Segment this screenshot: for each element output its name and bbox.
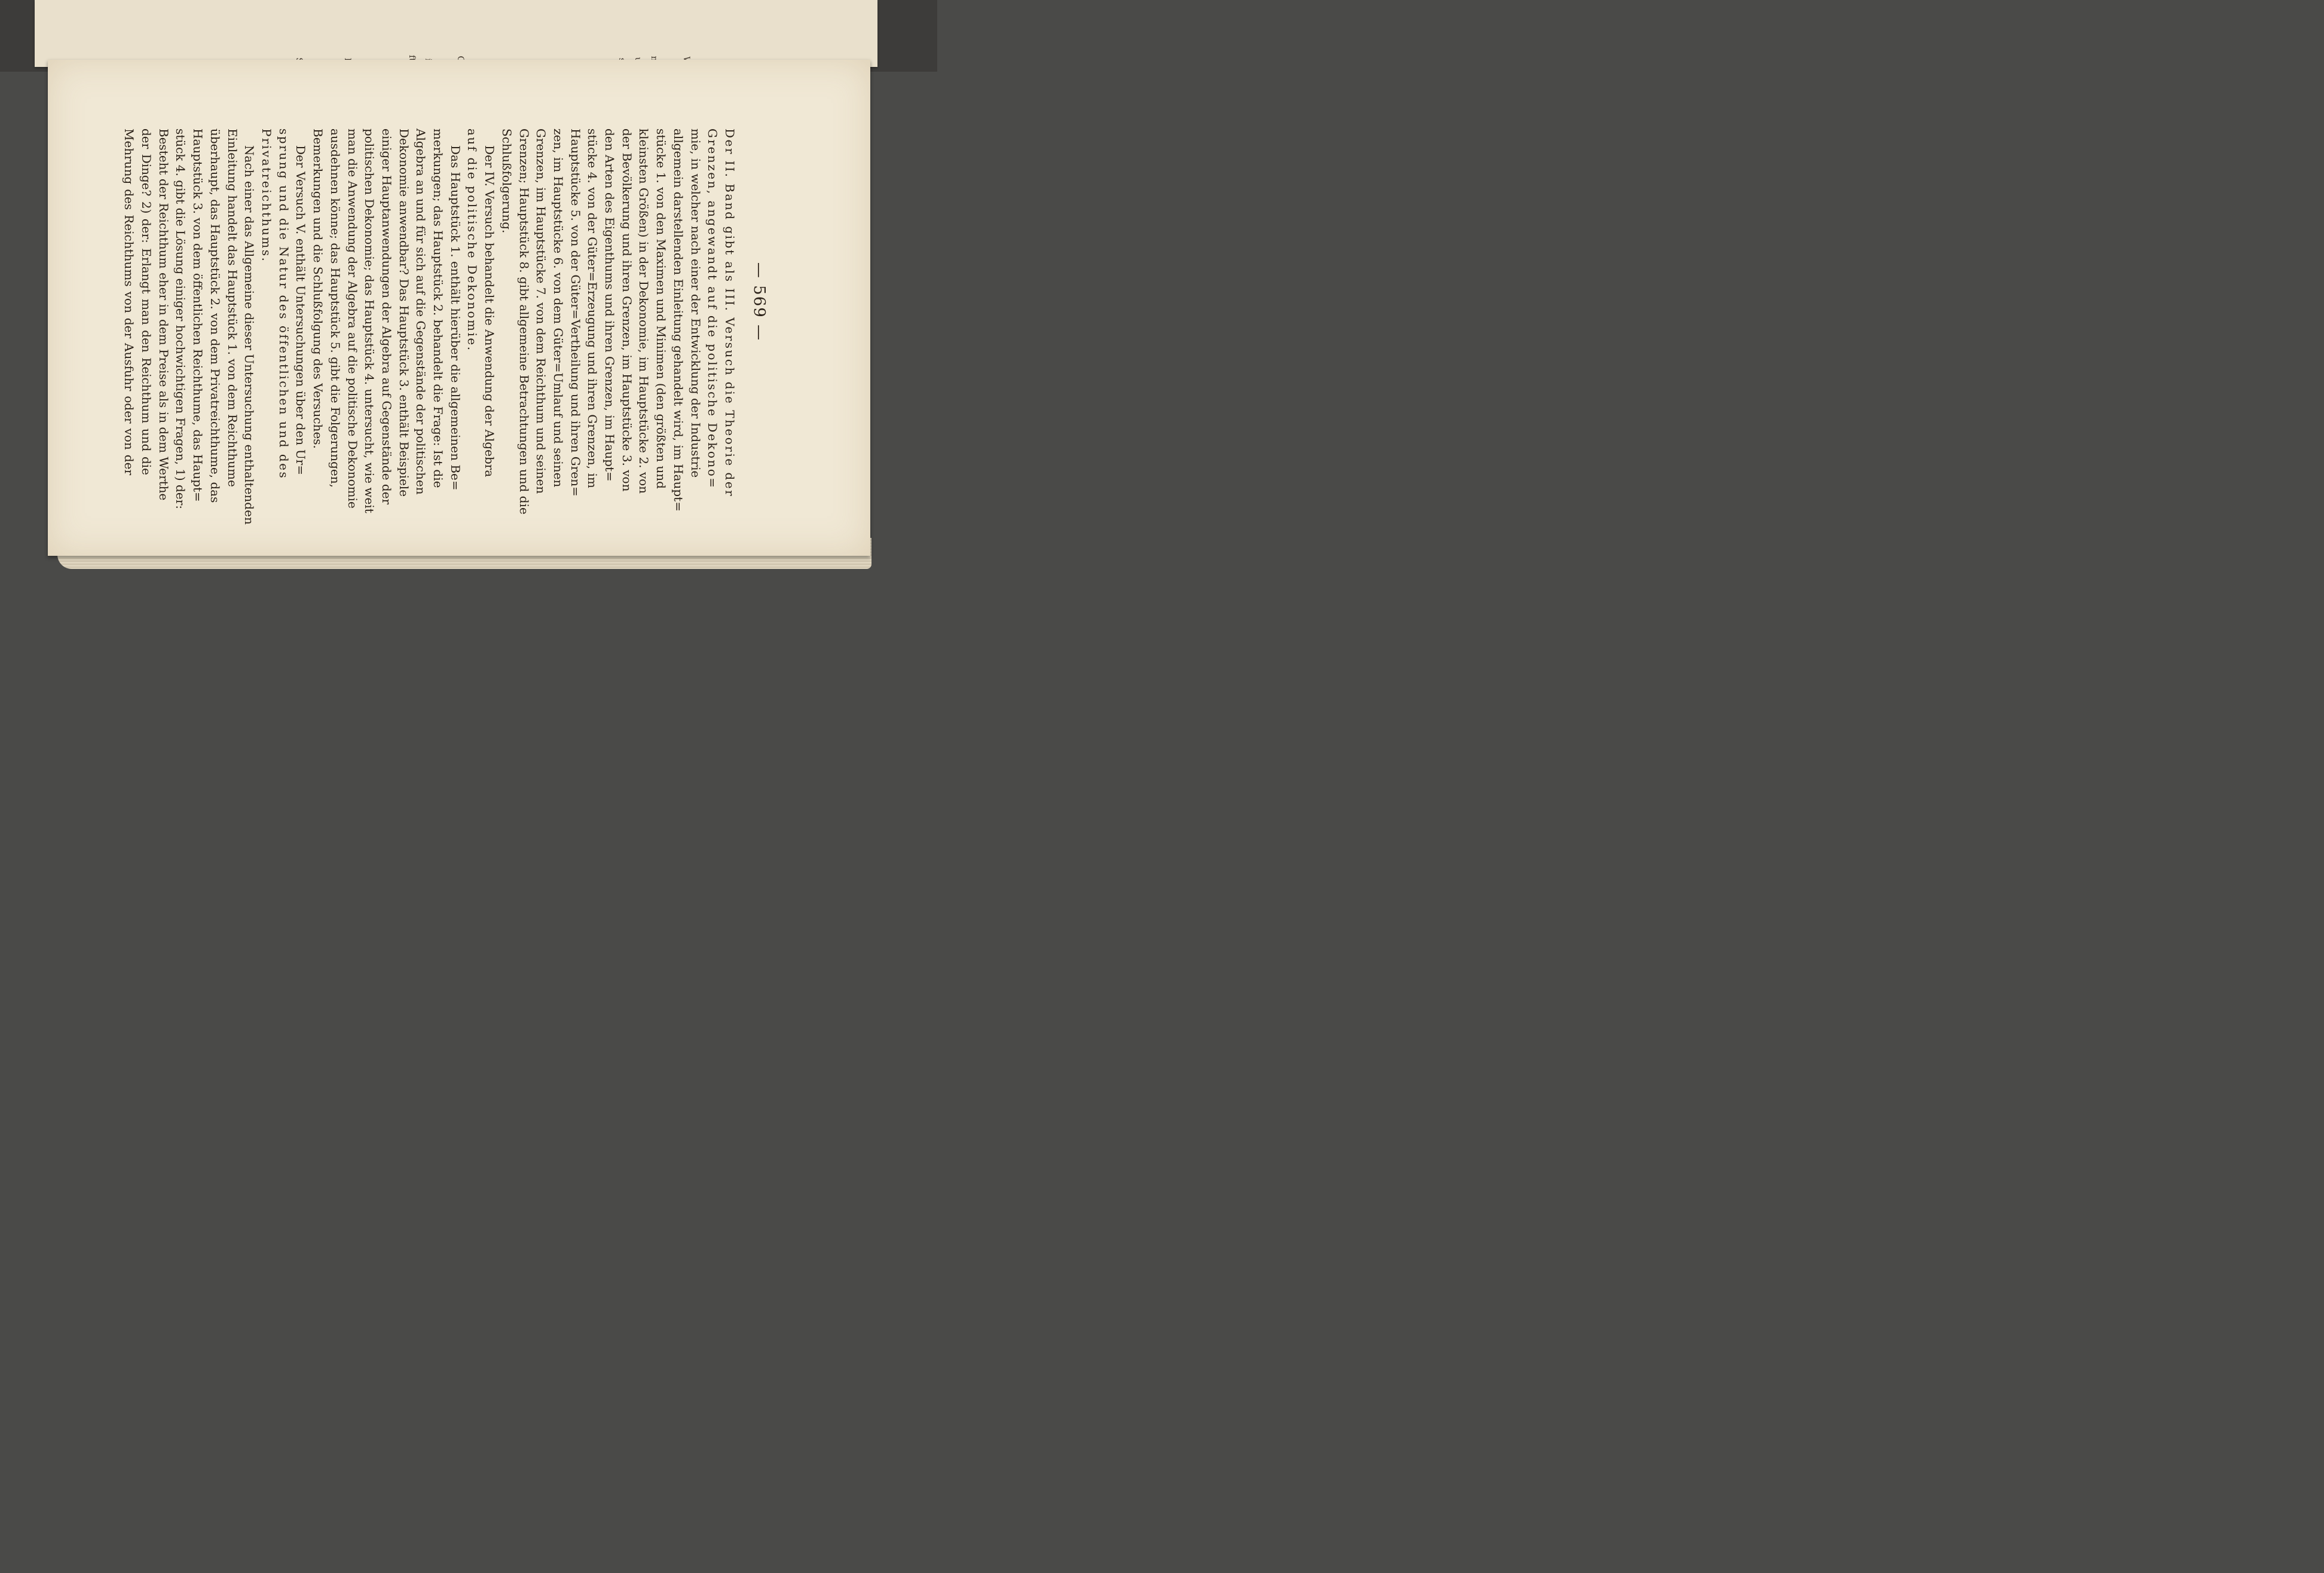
- text-line: den Arten des Eigenthums und ihren Grenzen, im Haupt=: [603, 128, 617, 482]
- text-line: der Dinge? 2) der: Erlangt man den Reichthum und die: [139, 128, 154, 475]
- text-line: Schlußfolgerung.: [499, 128, 514, 234]
- text-line: politischen Dekonomie; das Hauptstück 4. untersucht, wie weit: [362, 128, 377, 513]
- text-line: Grenzen; Hauptstück 8. gibt allgemeine Betrachtungen und die: [516, 128, 531, 515]
- text-line: man die Anwendung der Algebra auf die politische Dekonomie: [345, 128, 360, 509]
- text-line: Bemerkungen und die Schlußfolgung des Versuches.: [311, 128, 326, 449]
- text-line: ausdehnen könne; das Hauptstück 5. gibt die Folgerungen,: [328, 128, 343, 488]
- text-line: merkungen; das Hauptstück 2. behandelt die Frage: Ist die: [431, 128, 446, 488]
- text-line: Algebra an und für sich auf die Gegenstände der politischen: [414, 128, 429, 495]
- previous-page: [35, 0, 877, 67]
- text-line: Grenzen, angewandt auf die politische Dekono=: [705, 128, 720, 489]
- text-line: Der IV. Versuch behandelt die Anwendung der Algebra: [482, 145, 497, 478]
- text-line: mie, in welcher nach einer der Entwicklung der Industrie: [688, 128, 703, 478]
- text-line: stücke 4. von der Güter=Erzeugung und ihren Grenzen, im: [585, 128, 600, 488]
- text-line: überhaupt, das Hauptstück 2. von dem Privatreichthume, das: [207, 128, 222, 503]
- text-line: Mehrung des Reichthums von der Ausfuhr oder von der: [122, 128, 137, 475]
- text-line: stücke 1. von den Maximen und Minimen (den größten und: [654, 128, 669, 489]
- text-line: Nach einer das Allgemeine dieser Untersuchung enthaltenden: [242, 145, 257, 525]
- text-line: zen, im Hauptstücke 6. von dem Güter=Umlauf und seinen: [551, 128, 565, 488]
- text-line: Hauptstücke 5. von der Güter=Vertheilung und ihren Gren=: [568, 128, 583, 497]
- text-line: Grenzen, im Hauptstücke 7. von dem Reichthum und seinen: [534, 128, 549, 494]
- text-line: einiger Hauptanwendungen der Algebra auf Gegenstände der: [379, 128, 394, 505]
- text-line: Besteht der Reichthum eher in dem Preise als in dem Werthe: [156, 128, 171, 501]
- page-number: — 569 —: [750, 262, 768, 342]
- text-line: Hauptstück 3. von dem öffentlichen Reichthume, das Haupt=: [191, 128, 206, 502]
- text-line: Der Versuch V. enthält Untersuchungen über den Ur=: [293, 145, 308, 475]
- text-line: Einleitung handelt das Hauptstück 1. von dem Reichthume: [225, 128, 240, 487]
- text-line: kleinsten Größen) in der Dekonomie, im Hauptstücke 2. von: [637, 128, 652, 494]
- page-text-block: [122, 128, 768, 525]
- text-line: Das Hauptstück 1. enthält hierüber die allgemeinen Be=: [448, 145, 463, 491]
- text-line: Dekonomie anwendbar? Das Hauptstück 3. enthält Beispiele: [396, 128, 411, 497]
- text-line: sprung und die Natur des öffentlichen und des: [276, 128, 291, 480]
- text-line: allgemein darstellenden Einleitung gehandelt wird, im Haupt=: [671, 128, 686, 512]
- text-line: Der II. Band gibt als III. Versuch die Theorie der: [723, 128, 737, 498]
- text-line: Privatreichthums.: [259, 128, 274, 263]
- text-line: der Bevölkerung und ihren Grenzen, im Hauptstücke 3. von: [619, 128, 634, 492]
- text-line: auf die politische Dekonomie.: [465, 128, 480, 352]
- text-line: stück 4. gibt die Lösung einiger hochwichtigen Fragen, 1) der:: [173, 128, 188, 509]
